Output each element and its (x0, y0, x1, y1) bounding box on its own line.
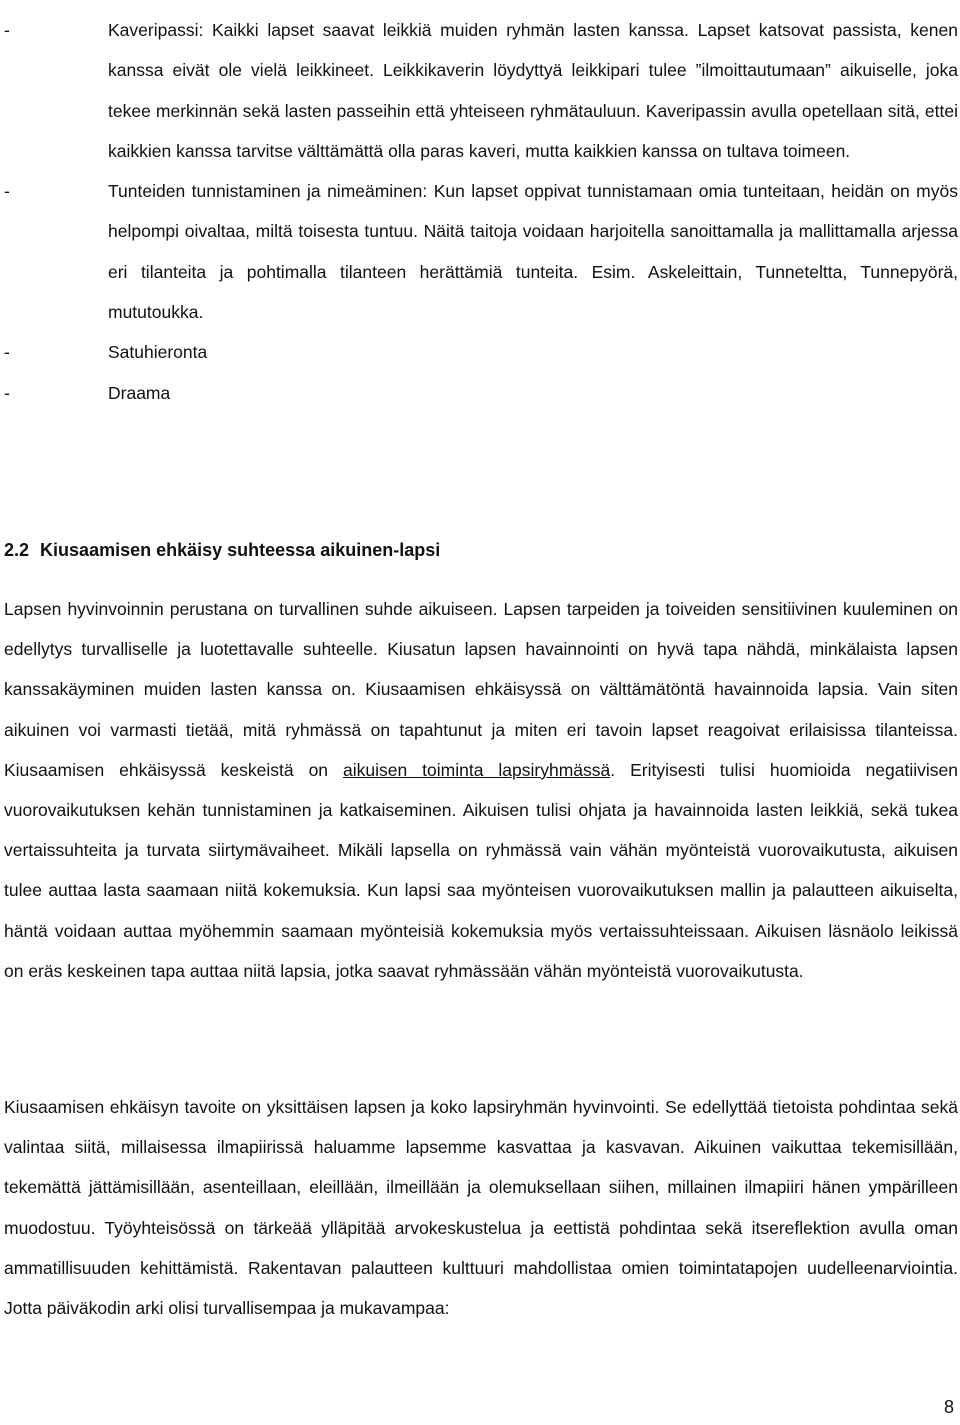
section-heading (4, 530, 440, 570)
list-item (0, 10, 958, 171)
list-item-text: Satuhieronta (108, 342, 208, 363)
paragraph-text: Lapsen hyvinvoinnin perustana on turvallinen suhde aikuiseen. Lapsen tarpeiden ja toiveiden sensitiivinen kuuleminen on edellytys turvalliselle ja luotettavalle suhteelle. Kiusatun lapsen havainnointi on hyvä tapa nähdä, minkälaista lapsen kanssakäyminen muiden lasten kanssa on. Kiusaamisen ehkäisyssä on välttämätöntä havainnoida lapsia. Vain siten aikuinen voi varmasti tietää, mitä ryhmässä on tapahtunut ja miten eri tavoin lapset reagoivat erilaisissa tilanteissa. Kiusaamisen ehkäisyssä keskeistä on (4, 599, 958, 780)
bullet-list (0, 0, 960, 403)
list-item (0, 373, 958, 413)
list-dash: - (4, 181, 10, 202)
list-item (0, 171, 958, 332)
paragraph-text: . Erityisesti tulisi huomioida negatiivisen vuorovaikutuksen kehän tunnistaminen ja katkaiseminen. Aikuisen tulisi ohjata ja havainnoida lasten leikkiä, sekä tukea vertaissuhteita ja turvata siirtymävaiheet. Mikäli lapsella on ryhmässä vain vähän myönteistä vuorovaikutusta, aikuisen tulee auttaa lasta saamaan niitä kokemuksia. Kun lapsi saa myönteisen vuorovaikutuksen mallin ja palautteen aikuiselta, häntä voidaan auttaa myöhemmin saamaan myönteisiä kokemuksia myös vertaissuhteissaan. Aikuisen läsnäolo leikissä on eräs keskeinen tapa auttaa niitä lapsia, jotka saavat ryhmässään vähän myönteistä vuorovaikutusta. (4, 759, 958, 981)
list-item-text: Draama (108, 382, 171, 403)
paragraph (4, 589, 958, 991)
list-item (0, 332, 958, 372)
section-number: 2.2 (4, 540, 30, 560)
underlined-phrase: aikuisen toiminta lapsiryhmässä (343, 759, 611, 780)
page-number: 8 (943, 1397, 954, 1417)
section-title: Kiusaamisen ehkäisy suhteessa aikuinen-lapsi (40, 540, 441, 560)
paragraph (4, 1087, 958, 1328)
list-dash: - (4, 342, 10, 363)
list-item-text: Kaveripassi: Kaikki lapset saavat leikkiä muiden ryhmän lasten kanssa. Lapset katsovat passista, kenen kanssa eivät ole vielä leikkineet. Leikkikaverin löydyttyä leikkipari tulee ”ilmoittautumaan” aikuiselle, joka tekee merkinnän sekä lasten passeihin että yhteiseen ryhmätauluun. Kaveripassin avulla opetellaan sitä, ettei kaikkien kanssa tarvitse välttämättä olla paras kaveri, mutta kaikkien kanssa on tultava toimeen. (108, 20, 958, 161)
list-item-text: Tunteiden tunnistaminen ja nimeäminen: Kun lapset oppivat tunnistamaan omia tunteitaan, heidän on myös helpompi oivaltaa, miltä toisesta tuntuu. Näitä taitoja voidaan harjoitella sanoittamalla ja mallittamalla arjessa eri tilanteita ja pohtimalla tilanteen herättämiä tunteita. Esim. Askeleittain, Tunneteltta, Tunnepyörä, mututoukka. (108, 181, 958, 323)
paragraph-text: Kiusaamisen ehkäisyn tavoite on yksittäisen lapsen ja koko lapsiryhmän hyvinvointi. Se edellyttää tietoista pohdintaa sekä valintaa siitä, millaisessa ilmapiirissä haluamme lapsemme kasvattaa ja kasvavan. Aikuinen vaikuttaa tekemisillään, tekemättä jättämisillään, asenteillaan, eleillään, ilmeillään ja olemuksellaan siihen, millainen ilmapiiri hänen ympärilleen muodostuu. Työyhteisössä on tärkeää ylläpitää arvokeskustelua ja eettistä pohdintaa sekä itsereflektion avulla oman ammatillisuuden kehittämistä. Rakentavan palautteen kulttuuri mahdollistaa omien toimintatapojen uudelleenarviointia. Jotta päiväkodin arki olisi turvallisempaa ja mukavampaa: (4, 1097, 958, 1319)
list-dash: - (4, 382, 10, 403)
list-dash: - (4, 20, 10, 40)
